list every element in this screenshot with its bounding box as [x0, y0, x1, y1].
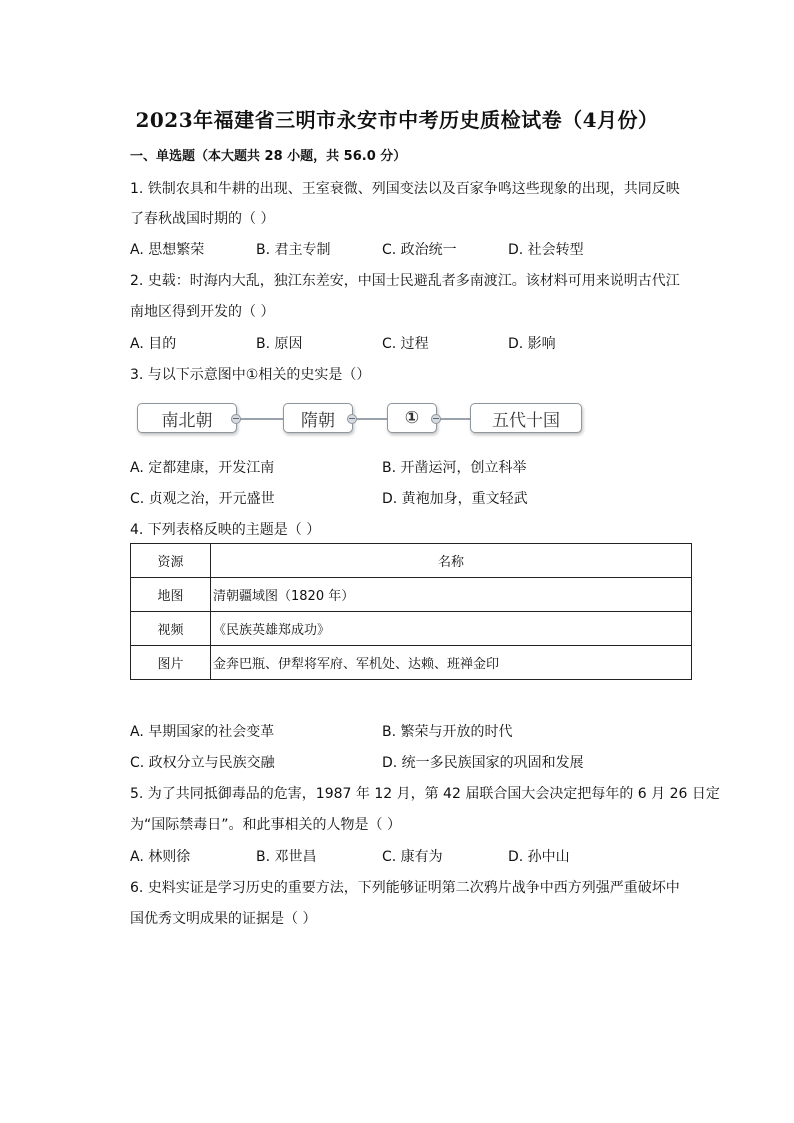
- dynasty-flow-diagram: [135, 400, 595, 438]
- q5-option-a: A. 林则徐: [130, 849, 191, 865]
- q4-stem: 4. 下列表格反映的主题是（ ）: [130, 522, 321, 538]
- q1-option-b: B. 君主专制: [256, 242, 331, 258]
- q3-stem: 3. 与以下示意图中①相关的史实是（）: [130, 367, 371, 383]
- q1-option-c: C. 政治统一: [382, 242, 457, 258]
- flow-node-label: 隋朝: [301, 410, 335, 431]
- q2-option-b: B. 原因: [256, 336, 303, 352]
- q2-stem-line1: 2. 史载：时海内大乱，独江东差安，中国士民避乱者多南渡江。该材料可用来说明古代江: [130, 273, 680, 289]
- q5-stem-line2: 为“国际禁毒日”。和此事相关的人物是（ ）: [130, 817, 401, 833]
- q1-option-a: A. 思想繁荣: [130, 242, 205, 258]
- q5-option-d: D. 孙中山: [508, 849, 570, 865]
- table-cell: 图片: [131, 646, 211, 680]
- q2-option-c: C. 过程: [382, 336, 429, 352]
- flow-node-label: ①: [404, 408, 420, 428]
- q3-option-a: A. 定都建康，开发江南: [130, 460, 275, 476]
- table-cell: 地图: [131, 578, 211, 612]
- table-row: [131, 612, 692, 646]
- table-cell: 《民族英雄郑成功》: [211, 612, 692, 646]
- table-cell: 清朝疆域图（1820 年）: [211, 578, 692, 612]
- table-row: [131, 646, 692, 680]
- q5-option-c: C. 康有为: [382, 849, 443, 865]
- collapse-dot-icon: [347, 414, 357, 424]
- q2-stem-line2: 南地区得到开发的（ ）: [130, 304, 275, 320]
- table-cell: 视频: [131, 612, 211, 646]
- q3-option-c: C. 贞观之治，开元盛世: [130, 491, 275, 507]
- table-cell: 金奔巴瓶、伊犁将军府、军机处、达赖、班禅金印: [211, 646, 692, 680]
- q6-stem-line2: 国优秀文明成果的证据是（ ）: [130, 911, 317, 927]
- q1-stem-line1: 1. 铁制农具和牛耕的出现、王室衰微、列国变法以及百家争鸣这些现象的出现，共同反映: [130, 181, 680, 197]
- exam-title: 2023年福建省三明市永安市中考历史质检试卷（4月份）: [135, 108, 659, 132]
- table-header-row: [131, 544, 692, 578]
- q2-option-d: D. 影响: [508, 336, 556, 352]
- flow-node-label: 五代十国: [492, 410, 560, 431]
- q1-option-d: D. 社会转型: [508, 242, 584, 258]
- q4-option-c: C. 政权分立与民族交融: [130, 755, 275, 771]
- flow-node-unknown: [387, 403, 437, 433]
- flow-node-suichao: [283, 403, 353, 433]
- q5-option-b: B. 邓世昌: [256, 849, 317, 865]
- table-row: [131, 578, 692, 612]
- q4-option-b: B. 繁荣与开放的时代: [382, 724, 513, 740]
- q2-option-a: A. 目的: [130, 336, 177, 352]
- table-header-cell: 名称: [211, 544, 692, 578]
- q5-stem-line1: 5. 为了共同抵御毒品的危害，1987 年 12 月，第 42 届联合国大会决定把每年的 6 月 26 日定: [130, 786, 720, 802]
- resource-table: [130, 543, 692, 680]
- q3-option-b: B. 开凿运河，创立科举: [382, 460, 527, 476]
- q3-option-d: D. 黄袍加身，重文轻武: [382, 491, 528, 507]
- flow-node-wudaishiguo: [470, 403, 582, 433]
- q4-option-d: D. 统一多民族国家的巩固和发展: [382, 755, 584, 771]
- flow-node-label: 南北朝: [161, 410, 213, 431]
- q1-stem-line2: 了春秋战国时期的（ ）: [130, 211, 275, 227]
- table-header-cell: 资源: [131, 544, 211, 578]
- collapse-dot-icon: [431, 414, 441, 424]
- collapse-dot-icon: [231, 414, 241, 424]
- section-heading: 一、单选题（本大题共 28 小题，共 56.0 分）: [130, 149, 407, 164]
- q4-option-a: A. 早期国家的社会变革: [130, 724, 275, 740]
- q6-stem-line1: 6. 史料实证是学习历史的重要方法，下列能够证明第二次鸦片战争中西方列强严重破坏中: [130, 880, 680, 896]
- flow-node-nanbeichao: [137, 403, 237, 433]
